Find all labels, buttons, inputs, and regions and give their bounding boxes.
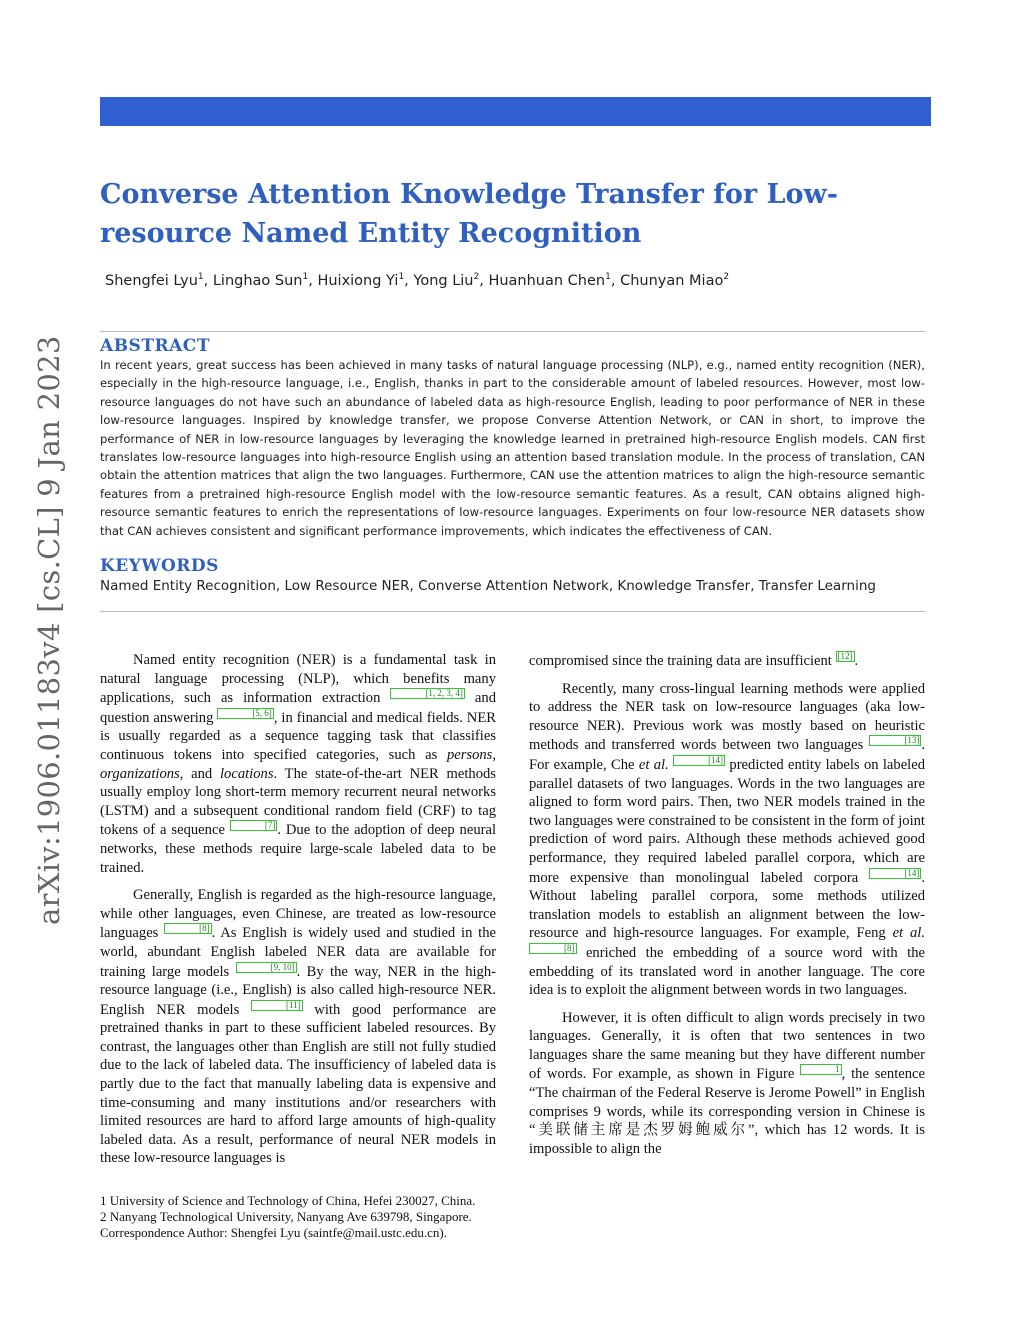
- footnote-affiliation-1: 1 University of Science and Technology of China, Hefei 230027, China.: [100, 1193, 476, 1208]
- citation-link[interactable]: [7]: [230, 820, 278, 831]
- abstract-text: In recent years, great success has been achieved in many tasks of natural language processing (NLP), e.g., named entity recognition (NER), especially in the high-resource language, i.e., English, thanks in part to the considerable amount of labeled resources. However, most low-resource languages do not have such an abundance of labeled data as high-resource English, leading to poor performance of NER in these low-resource languages. Inspired by knowledge transfer, we propose Converse Attention Network, or CAN in short, to improve the performance of NER in low-resource languages by leveraging the knowledge learned in pretrained high-resource English models. CAN first translates low-resource languages into high-resource English using an attention based translation module. In the process of translation, CAN obtain the attention matrices that align the two languages. Furthermore, CAN use the attention matrices to align the high-resource semantic features from a pretrained high-resource English model with the low-resource semantic features. As a result, CAN obtains aligned high-resource semantic features to enrich the representations of low-resource languages. Experiments on four low-resource NER datasets show that CAN achieves consistent and significant performance improvements, which indicates the effectiveness of CAN.: [100, 358, 925, 538]
- citation-link[interactable]: [12]: [837, 651, 853, 661]
- paragraph: However, it is often difficult to align words precisely in two languages. Generally, it is often that two sentences in two languages share the same meaning but they have different number of words. For example, as shown in Figure 1 , the sentence “The chairman of the Federal Reserve is Jerome Powell” in English comprises 9 words, while its corresponding version in Chinese is “美联储主席是杰罗姆鲍威尔”, which has 12 words. It is impossible to align the: [529, 1009, 925, 1157]
- keywords-text: Named Entity Recognition, Low Resource NER, Converse Attention Network, Knowledge Transfer, Transfer Learning: [100, 578, 876, 594]
- arxiv-identifier: arXiv:1906.01183v4 [cs.CL] 9 Jan 2023: [32, 335, 66, 925]
- author: Linghao Sun$^1$: [212, 272, 309, 289]
- citation-link[interactable]: [8]: [529, 943, 577, 954]
- citation-link[interactable]: [11]: [251, 1000, 303, 1011]
- paragraph: Generally, English is regarded as the high-resource language, while other languages, even Chinese, are treated as low-resource languages [8] . As English is widely used and studied in the world, abundant English labeled NER data are available for training large models [9, 10] . By the way, NER in the high-resource language (i.e., English) is also called high-resource NER. English NER models [11] with good performance are pretrained thanks in part to these sufficient labeled resources. By contrast, the languages other than English are still not fully studied due to the lack of labeled data. The insufficiency of labeled data is partly due to the fact that manually labeling data is expensive and time-consuming and many institutions and/or researchers with limited resources are hard to afford large amounts of high-quality labeled data. As a result, performance of neural NER models in these low-resource languages is: [100, 887, 496, 1167]
- keywords-heading: KEYWORDS: [100, 556, 219, 576]
- section-divider: [100, 611, 925, 612]
- citation-link[interactable]: [1, 2, 3, 4]: [390, 688, 465, 699]
- footnote-affiliation-2: 2 Nanyang Technological University, Nanyang Ave 639798, Singapore.: [100, 1209, 472, 1224]
- author: Yong Liu$^2$: [413, 272, 480, 289]
- author: Chunyan Miao$^2$: [620, 272, 730, 289]
- citation-link[interactable]: [8]: [164, 923, 212, 934]
- author: Huanhuan Chen$^1$: [488, 272, 611, 289]
- body-column-left: [100, 651, 496, 1186]
- citation-link[interactable]: [14]: [869, 868, 921, 879]
- author: Shengfei Lyu$^1$: [105, 272, 204, 289]
- paragraph: Named entity recognition (NER) is a fundamental task in natural language processing (NLP), which benefits many applications, such as information extraction [1, 2, 3, 4] and question answering [5, 6] , in financial and medical fields. NER is usually regarded as a sequence tagging task that classifies continuous tokens into specified categories, such as persons, organizations, and locations. The state-of-the-art NER methods usually employ long short-term memory recurrent neural networks (LSTM) and a subsequent conditional random field (CRF) to tag tokens of a sequence [7] . Due to the adoption of deep neural networks, these methods require large-scale labeled data to be trained.: [100, 652, 496, 876]
- citation-link[interactable]: [14]: [673, 755, 725, 766]
- figure-reference-link[interactable]: 1: [800, 1064, 842, 1075]
- citation-link[interactable]: [5, 6]: [217, 708, 274, 719]
- abstract-heading: ABSTRACT: [100, 336, 210, 356]
- paper-title: Converse Attention Knowledge Transfer for Low-resource Named Entity Recognition: [100, 179, 838, 249]
- citation-link[interactable]: [13]: [869, 735, 921, 746]
- section-divider: [100, 331, 925, 332]
- author: Huixiong Yi$^1$: [317, 272, 405, 289]
- body-column-right: [529, 651, 925, 1186]
- paragraph: Recently, many cross-lingual learning methods were applied to address the NER task on low-resource languages (aka low-resource NER). Previous work was mostly based on heuristic methods and transferred words between two languages [13] . For example, Che et al. [14] predicted entity labels on labeled parallel datasets of two languages. Words in the two languages are aligned to form word pairs. Then, two NER models trained in the two languages were constrained to be consistent in the form of joint prediction of word pairs. Although these methods achieved good performance, they required labeled parallel corpora, which are more expensive than monolingual labeled corpora [14] . Without labeling parallel corpora, some methods utilized translation models to establish an alignment between the low-resource and high-resource languages. For example, Feng et al. [8] enriched the embedding of a source word with the embedding of its translated word in another language. The core idea is to exploit the alignment between words in two languages.: [529, 680, 925, 999]
- footnote-correspondence: Correspondence Author: Shengfei Lyu (saintfe@mail.ustc.edu.cn).: [100, 1225, 447, 1240]
- footnotes: [100, 1193, 800, 1241]
- citation-link[interactable]: [9, 10]: [236, 962, 297, 973]
- paragraph: compromised since the training data are insufficient [12] .: [529, 651, 859, 669]
- author-list: Shengfei Lyu$^1$, Linghao Sun$^1$, Huixiong Yi$^1$, Yong Liu$^2$, Huanhuan Chen$^1$, Chunyan Miao$^2$: [105, 272, 730, 289]
- header-color-bar: [100, 97, 931, 126]
